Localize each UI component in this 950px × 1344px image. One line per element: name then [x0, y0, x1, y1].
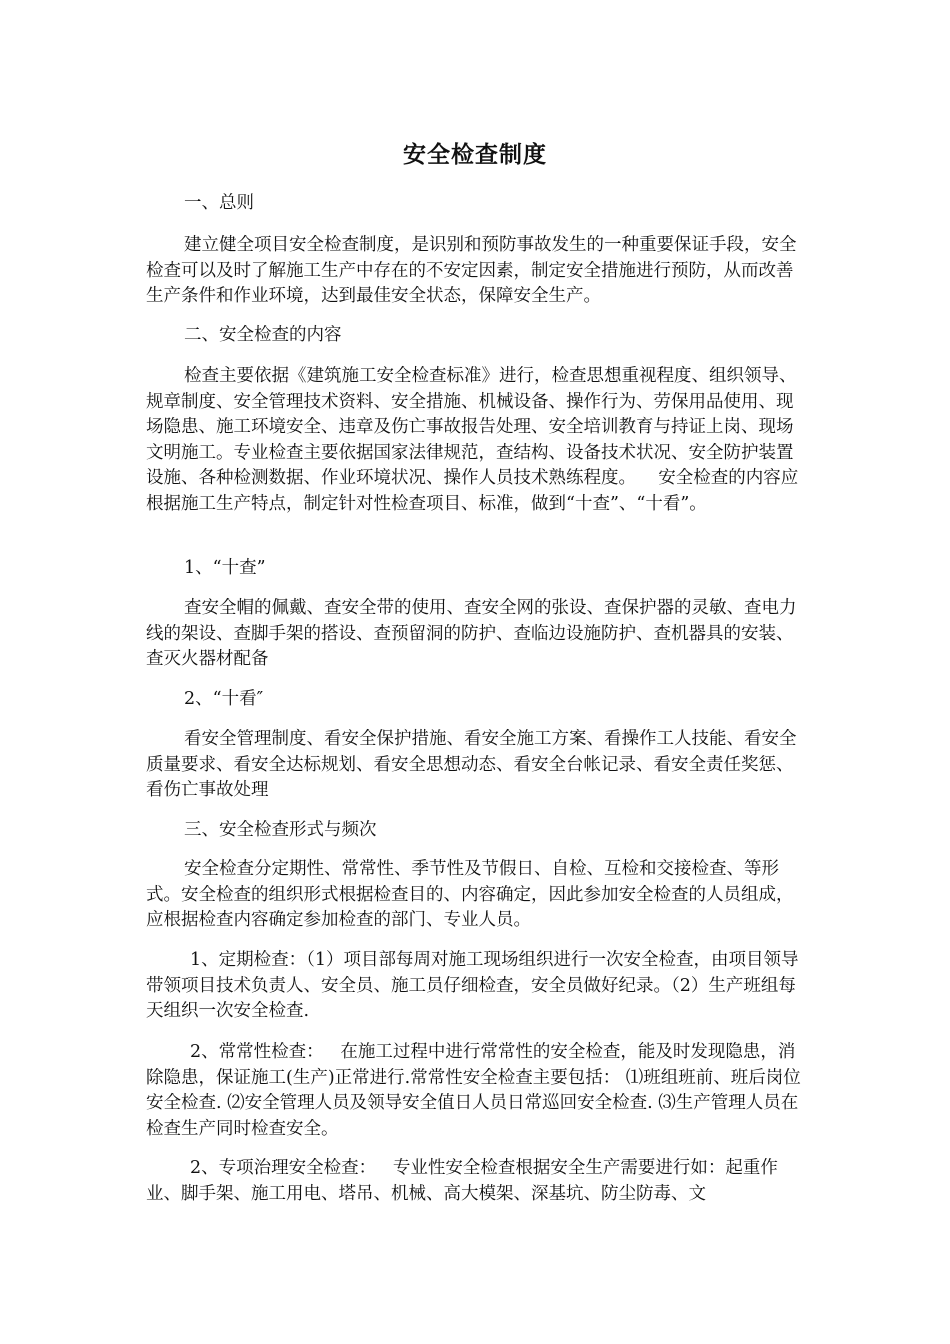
paragraph-periodic-check: 1、定期检查：（1）项目部每周对施工现场组织进行一次安全检查，由项目领导带领项目技术负责人、安全员、施工员仔细检查，安全员做好纪录。（2）生产班组每天组织一次安全检查.	[146, 950, 799, 1021]
paragraph-forms: 安全检查分定期性、常常性、季节性及节假日、自检、互检和交接检查、等形式。安全检查的组织形式根据检查目的、内容确定，因此参加安全检查的人员组成，应根据检查内容确定参加检查的部门、专业人员。	[146, 859, 794, 930]
paragraph-special-check: 2、专项治理安全检查： 专业性安全检查根据安全生产需要进行如：起重作业、脚手架、施工用电、塔吊、机械、高大模架、深基坑、防尘防毒、文	[146, 1158, 778, 1204]
paragraph-general: 建立健全项目安全检查制度，是识别和预防事故发生的一种重要保证手段，安全检查可以及时了解施工生产中存在的不安定因素，制定安全措施进行预防，从而改善生产条件和作业环境，达到最佳安全状态，保障安全生产。	[146, 235, 797, 306]
section-heading-ten-looks: 2、“十看″	[184, 689, 264, 709]
paragraph-content: 检查主要依据《建筑施工安全检查标准》进行，检查思想重视程度、组织领导、规章制度、安全管理技术资料、安全措施、机械设备、操作行为、劳保用品使用、现场隐患、施工环境安全、违章及伤亡事故报告处理、安全培训教育与持证上岗、现场文明施工。专业检查主要依据国家法律规范，查结构、设备技术状况、安全防护装置设施、各种检测数据、作业环境状况、操作人员技术熟练程度。 安全检查的内容应根据施工生产特点，制定针对性检查项目、标准，做到“十查”、“十看”。	[146, 366, 799, 514]
section-heading-forms: 三、安全检查形式与频次	[184, 820, 377, 840]
section-heading-content: 二、安全检查的内容	[184, 325, 342, 345]
document-title: 安全检查制度	[403, 141, 547, 168]
section-heading-ten-checks: 1、“十查”	[184, 558, 266, 578]
paragraph-regular-check: 2、常常性检查： 在施工过程中进行常常性的安全检查，能及时发现隐患，消除隐患，保证施工(生产)正常进行.常常性安全检查主要包括： ⑴班组班前、班后岗位安全检查. ⑵安全管理人员及领导安全值日人员日常巡回安全检查. ⑶生产管理人员在检查生产同时检查安全。	[146, 1042, 801, 1139]
paragraph-ten-looks: 看安全管理制度、看安全保护措施、看安全施工方案、看操作工人技能、看安全质量要求、看安全达标规划、看安全思想动态、看安全台帐记录、看安全责任奖惩、看伤亡事故处理	[146, 729, 797, 800]
section-heading-general: 一、总则	[184, 193, 254, 213]
paragraph-ten-checks: 查安全帽的佩戴、查安全带的使用、查安全网的张设、查保护器的灵敏、查电力线的架设、查脚手架的搭设、查预留洞的防护、查临边设施防护、查机器具的安装、查灭火器材配备	[146, 598, 797, 669]
